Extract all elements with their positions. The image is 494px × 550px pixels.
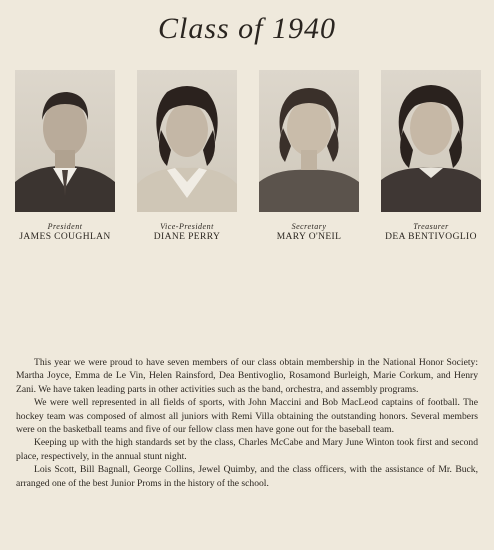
page-title: Class of 1940 — [157, 12, 337, 45]
paragraph: Keeping up with the high standards set by the class, Charles McCabe and Mary June Winton took first and second place, respectively, in the annual stunt night. — [16, 437, 478, 462]
officers-row — [12, 70, 482, 250]
officer-name: MARY O'NEIL — [276, 232, 342, 242]
officer-president — [12, 70, 118, 242]
officer-secretary — [256, 70, 362, 242]
officer-name: DIANE PERRY — [153, 232, 221, 242]
officer-role: Treasurer — [413, 222, 449, 231]
officer-role: President — [47, 222, 83, 231]
officer-treasurer — [378, 70, 484, 242]
officer-role: Secretary — [291, 222, 327, 231]
portrait-photo — [15, 70, 115, 212]
officer-vice-president — [134, 70, 240, 242]
class-history-text — [16, 356, 478, 490]
paragraph: This year we were proud to have seven members of our class obtain membership in the National Honor Society: Martha Joyce, Emma de Le Vin, Helen Rainsford, Dea Bentivoglio, Rosamond Burleigh, Marie Corkum, and Henry Zani. We have taken leading parts in other activities such as the band, orchestra, and assembly programs. — [16, 357, 478, 395]
officer-role: Vice-President — [160, 222, 214, 231]
portrait-photo — [381, 70, 481, 212]
officer-name: DEA BENTIVOGLIO — [385, 232, 477, 242]
officer-name: JAMES COUGHLAN — [19, 232, 111, 242]
portrait-photo — [137, 70, 237, 212]
paragraph: Lois Scott, Bill Bagnall, George Collins, Jewel Quimby, and the class officers, with the assistance of Mr. Buck, arranged one of the best Junior Proms in the history of the school. — [16, 464, 478, 489]
portrait-photo — [259, 70, 359, 212]
paragraph: We were well represented in all fields of sports, with John Maccini and Bob MacLeod captains of football. The hockey team was composed of almost all juniors with Remi Villa obtaining the outstanding honors. Several members were on the basketball teams and five of our fellow class men have gone out for the baseball team. — [16, 397, 478, 436]
